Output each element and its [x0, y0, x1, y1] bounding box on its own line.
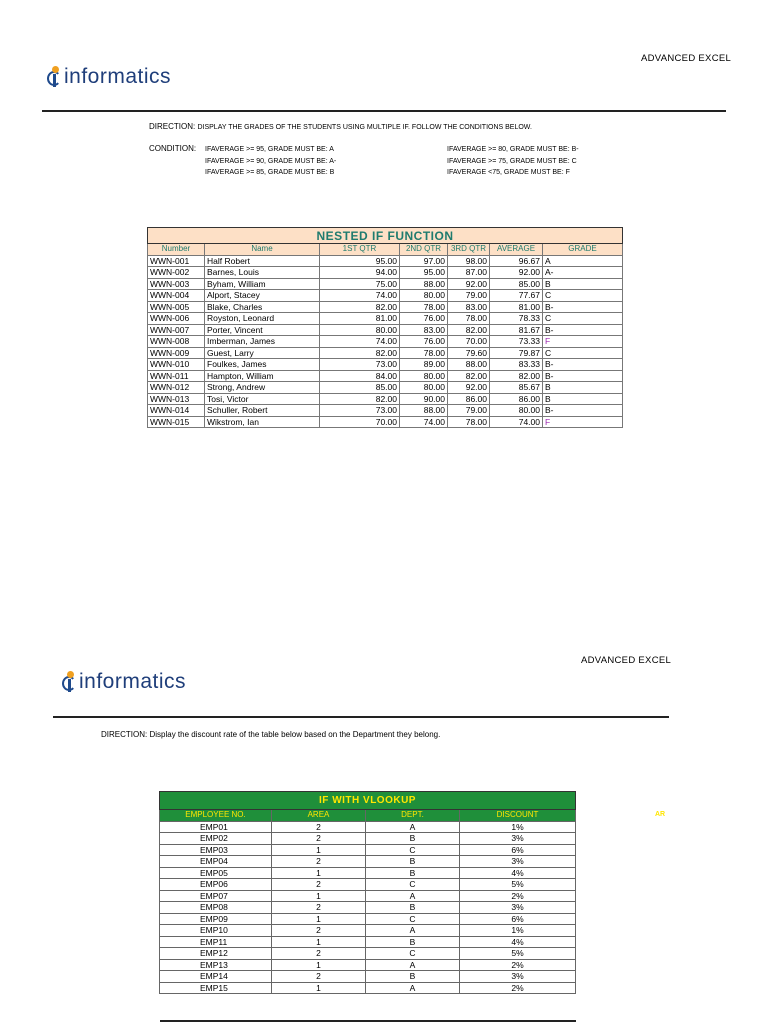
table-cell: WWN-012: [148, 382, 205, 394]
table-row: [160, 936, 576, 948]
table-cell: EMP02: [160, 833, 272, 845]
table-cell: B: [366, 833, 460, 845]
table-cell: 81.00: [320, 313, 400, 325]
table-row: [160, 879, 576, 891]
table-cell: F: [543, 336, 623, 348]
table-cell: 75.00: [320, 278, 400, 290]
table-cell: 83.33: [490, 359, 543, 371]
table-row: [148, 347, 623, 359]
table-cell: WWN-007: [148, 324, 205, 336]
table-cell: 85.67: [490, 382, 543, 394]
table-cell: 4%: [460, 936, 576, 948]
table-cell: WWN-009: [148, 347, 205, 359]
table-cell: B-: [543, 405, 623, 417]
column-header: Name: [205, 244, 320, 256]
table-row: [160, 982, 576, 994]
table-cell: 88.00: [400, 278, 448, 290]
table-cell: C: [366, 844, 460, 856]
conditions-left: [205, 144, 336, 179]
table-cell: EMP12: [160, 948, 272, 960]
table-cell: F: [543, 416, 623, 428]
table-cell: 2: [272, 925, 366, 937]
logo-icon: [62, 671, 78, 693]
table-cell: 78.00: [448, 313, 490, 325]
table-cell: A: [366, 925, 460, 937]
table-cell: C: [543, 290, 623, 302]
table-cell: EMP13: [160, 959, 272, 971]
table-row: [160, 902, 576, 914]
table-cell: 73.00: [320, 405, 400, 417]
table-row: [148, 267, 623, 279]
table-cell: EMP07: [160, 890, 272, 902]
table-row: [160, 844, 576, 856]
table-cell: 92.00: [448, 278, 490, 290]
condition-item: IFAVERAGE <75, GRADE MUST BE: F: [447, 169, 570, 176]
table-cell: 74.00: [320, 336, 400, 348]
table-cell: A: [366, 959, 460, 971]
table-cell: 1: [272, 959, 366, 971]
table-cell: 82.00: [320, 301, 400, 313]
column-header: 1ST QTR: [320, 244, 400, 256]
table-cell: EMP05: [160, 867, 272, 879]
table-cell: 3%: [460, 971, 576, 983]
table-cell: 87.00: [448, 267, 490, 279]
table-row: [148, 359, 623, 371]
table-title: IF WITH VLOOKUP: [160, 792, 576, 810]
table-row: [160, 856, 576, 868]
table-cell: 1: [272, 982, 366, 994]
table-cell: 88.00: [400, 405, 448, 417]
table-cell: WWN-003: [148, 278, 205, 290]
table-row: [148, 416, 623, 428]
table-cell: 2%: [460, 959, 576, 971]
table-cell: 76.00: [400, 313, 448, 325]
table-cell: 88.00: [448, 359, 490, 371]
table-cell: 1: [272, 936, 366, 948]
table-cell: 80.00: [490, 405, 543, 417]
table-cell: 5%: [460, 948, 576, 960]
table-cell: 1: [272, 913, 366, 925]
table-cell: Blake, Charles: [205, 301, 320, 313]
table-cell: B: [366, 902, 460, 914]
table-cell: 89.00: [400, 359, 448, 371]
conditions-right: [447, 144, 579, 179]
table-cell: 2: [272, 902, 366, 914]
table-row: [148, 405, 623, 417]
table-cell: 3%: [460, 856, 576, 868]
direction-text: DISPLAY THE GRADES OF THE STUDENTS USING MULTIPLE IF. FOLLOW THE CONDITIONS BELOW.: [197, 124, 532, 131]
table-cell: 82.00: [320, 347, 400, 359]
table-cell: 80.00: [400, 290, 448, 302]
table-cell: A: [543, 255, 623, 267]
bottom-rule: [160, 1020, 576, 1022]
table-cell: B: [366, 936, 460, 948]
table-cell: Byham, William: [205, 278, 320, 290]
table-cell: 92.00: [490, 267, 543, 279]
table-cell: EMP09: [160, 913, 272, 925]
table-cell: EMP11: [160, 936, 272, 948]
table-cell: 98.00: [448, 255, 490, 267]
table-cell: 1: [272, 867, 366, 879]
table-cell: Strong, Andrew: [205, 382, 320, 394]
table-cell: 85.00: [320, 382, 400, 394]
column-header: AREA: [272, 810, 366, 822]
table-cell: WWN-008: [148, 336, 205, 348]
table-row: [148, 290, 623, 302]
table-cell: 70.00: [320, 416, 400, 428]
table-cell: 90.00: [400, 393, 448, 405]
table-cell: 74.00: [490, 416, 543, 428]
table-cell: WWN-015: [148, 416, 205, 428]
condition-label: CONDITION:: [149, 144, 197, 153]
table-cell: B: [543, 382, 623, 394]
table-row: [148, 336, 623, 348]
table-row: [160, 948, 576, 960]
table-cell: WWN-013: [148, 393, 205, 405]
table-row: [148, 324, 623, 336]
table-cell: C: [543, 313, 623, 325]
table-cell: 92.00: [448, 382, 490, 394]
table-cell: 79.00: [448, 290, 490, 302]
header-divider: [42, 110, 726, 112]
table-cell: B: [366, 971, 460, 983]
table-cell: Barnes, Louis: [205, 267, 320, 279]
table-cell: 80.00: [400, 370, 448, 382]
column-header: DISCOUNT: [460, 810, 576, 822]
table-cell: Half Robert: [205, 255, 320, 267]
logo-text: informatics: [64, 65, 172, 88]
header-advanced-excel: ADVANCED EXCEL: [581, 655, 672, 666]
table-row: [160, 913, 576, 925]
table-cell: WWN-001: [148, 255, 205, 267]
table-row: [160, 971, 576, 983]
table-row: [148, 313, 623, 325]
condition-item: IFAVERAGE >= 90, GRADE MUST BE: A-: [205, 157, 337, 165]
column-header: GRADE: [543, 244, 623, 256]
table-cell: Hampton, William: [205, 370, 320, 382]
table-cell: B: [543, 278, 623, 290]
table-cell: EMP06: [160, 879, 272, 891]
table-cell: EMP04: [160, 856, 272, 868]
table-cell: 79.00: [448, 405, 490, 417]
table-cell: A-: [543, 267, 623, 279]
logo-text: informatics: [79, 670, 187, 693]
table-row: [160, 867, 576, 879]
table-cell: 95.00: [400, 267, 448, 279]
table-cell: WWN-005: [148, 301, 205, 313]
table-cell: 2: [272, 821, 366, 833]
table-cell: B: [366, 867, 460, 879]
direction-label: DIRECTION:: [101, 730, 148, 739]
table-cell: 6%: [460, 913, 576, 925]
table-cell: 1%: [460, 925, 576, 937]
table-cell: B: [543, 393, 623, 405]
table-cell: 2: [272, 971, 366, 983]
table-cell: 76.00: [400, 336, 448, 348]
header-divider: [53, 716, 669, 718]
condition-item: IFAVERAGE >= 95, GRADE MUST BE: A: [205, 146, 334, 153]
table-cell: Foulkes, James: [205, 359, 320, 371]
table-cell: 1: [272, 844, 366, 856]
table-cell: Wikstrom, Ian: [205, 416, 320, 428]
table-cell: B: [366, 856, 460, 868]
table-cell: 79.87: [490, 347, 543, 359]
table-cell: 77.67: [490, 290, 543, 302]
table-cell: 2: [272, 948, 366, 960]
table-row: [160, 890, 576, 902]
table-cell: A: [366, 890, 460, 902]
direction: [149, 122, 532, 131]
table-row: [148, 301, 623, 313]
nested-if-table: [147, 227, 623, 428]
table-cell: Porter, Vincent: [205, 324, 320, 336]
table-cell: 80.00: [400, 382, 448, 394]
informatics-logo: [62, 671, 186, 693]
table-cell: 78.33: [490, 313, 543, 325]
table-row: [148, 255, 623, 267]
table-cell: 74.00: [400, 416, 448, 428]
table-row: [148, 278, 623, 290]
table-row: [160, 821, 576, 833]
table-cell: Guest, Larry: [205, 347, 320, 359]
side-label: AR: [655, 811, 666, 818]
informatics-logo: [47, 66, 171, 88]
table-cell: 2%: [460, 982, 576, 994]
table-cell: 2: [272, 856, 366, 868]
table-cell: 2%: [460, 890, 576, 902]
table-cell: 1: [272, 890, 366, 902]
table-cell: B-: [543, 301, 623, 313]
table-cell: 82.00: [490, 370, 543, 382]
table-cell: 78.00: [448, 416, 490, 428]
table-row: [148, 382, 623, 394]
table-cell: 86.00: [490, 393, 543, 405]
table-row: [160, 925, 576, 937]
table-cell: 81.00: [490, 301, 543, 313]
table-cell: Imberman, James: [205, 336, 320, 348]
table-cell: 96.67: [490, 255, 543, 267]
table-cell: 82.00: [448, 370, 490, 382]
column-header: DEPT.: [366, 810, 460, 822]
table-cell: EMP08: [160, 902, 272, 914]
table-cell: WWN-006: [148, 313, 205, 325]
table-cell: B-: [543, 324, 623, 336]
table-row: [148, 393, 623, 405]
table-cell: Schuller, Robert: [205, 405, 320, 417]
table-cell: 97.00: [400, 255, 448, 267]
table-cell: EMP14: [160, 971, 272, 983]
table-cell: A: [366, 982, 460, 994]
table-row: [148, 370, 623, 382]
table-cell: WWN-004: [148, 290, 205, 302]
column-header: Number: [148, 244, 205, 256]
direction-text: Display the discount rate of the table below based on the Department they belong.: [149, 730, 441, 739]
table-cell: 70.00: [448, 336, 490, 348]
table-cell: C: [366, 879, 460, 891]
table-cell: Royston, Leonard: [205, 313, 320, 325]
table-cell: C: [543, 347, 623, 359]
column-header: AVERAGE: [490, 244, 543, 256]
table-cell: 2: [272, 833, 366, 845]
condition-item: IFAVERAGE >= 75, GRADE MUST BE: C: [447, 157, 577, 165]
table-cell: 79.60: [448, 347, 490, 359]
condition-item: IFAVERAGE >= 85, GRADE MUST BE: B: [205, 169, 335, 176]
table-cell: 83.00: [448, 301, 490, 313]
table-cell: 3%: [460, 902, 576, 914]
table-cell: WWN-010: [148, 359, 205, 371]
table-cell: WWN-014: [148, 405, 205, 417]
table-title: NESTED IF FUNCTION: [148, 228, 623, 244]
table-cell: 84.00: [320, 370, 400, 382]
table-cell: C: [366, 913, 460, 925]
table-cell: WWN-002: [148, 267, 205, 279]
condition-item: IFAVERAGE >= 80, GRADE MUST BE: B-: [447, 146, 579, 153]
table-cell: 2: [272, 879, 366, 891]
header-advanced-excel: ADVANCED EXCEL: [641, 53, 732, 64]
table-cell: 82.00: [320, 393, 400, 405]
table-cell: 6%: [460, 844, 576, 856]
table-cell: EMP10: [160, 925, 272, 937]
column-header: 2ND QTR: [400, 244, 448, 256]
table-cell: 94.00: [320, 267, 400, 279]
table-cell: C: [366, 948, 460, 960]
table-cell: WWN-011: [148, 370, 205, 382]
table-row: [160, 833, 576, 845]
table-cell: 3%: [460, 833, 576, 845]
table-cell: A: [366, 821, 460, 833]
logo-icon: [47, 66, 63, 88]
table-cell: 78.00: [400, 347, 448, 359]
table-cell: B-: [543, 359, 623, 371]
table-cell: 73.00: [320, 359, 400, 371]
table-cell: EMP01: [160, 821, 272, 833]
table-cell: 1%: [460, 821, 576, 833]
table-cell: 78.00: [400, 301, 448, 313]
table-cell: 95.00: [320, 255, 400, 267]
table-cell: EMP15: [160, 982, 272, 994]
direction-label: DIRECTION:: [149, 122, 196, 131]
column-header: EMPLOYEE NO.: [160, 810, 272, 822]
table-cell: 81.67: [490, 324, 543, 336]
column-header: 3RD QTR: [448, 244, 490, 256]
table-cell: 80.00: [320, 324, 400, 336]
table-cell: 83.00: [400, 324, 448, 336]
table-cell: 82.00: [448, 324, 490, 336]
direction: [101, 730, 440, 739]
table-cell: EMP03: [160, 844, 272, 856]
table-cell: 74.00: [320, 290, 400, 302]
table-cell: B-: [543, 370, 623, 382]
table-row: [160, 959, 576, 971]
table-cell: 85.00: [490, 278, 543, 290]
if-vlookup-table: [159, 791, 576, 994]
table-cell: 4%: [460, 867, 576, 879]
table-cell: Alport, Stacey: [205, 290, 320, 302]
table-cell: 5%: [460, 879, 576, 891]
table-cell: Tosi, Victor: [205, 393, 320, 405]
table-cell: 73.33: [490, 336, 543, 348]
table-cell: 86.00: [448, 393, 490, 405]
